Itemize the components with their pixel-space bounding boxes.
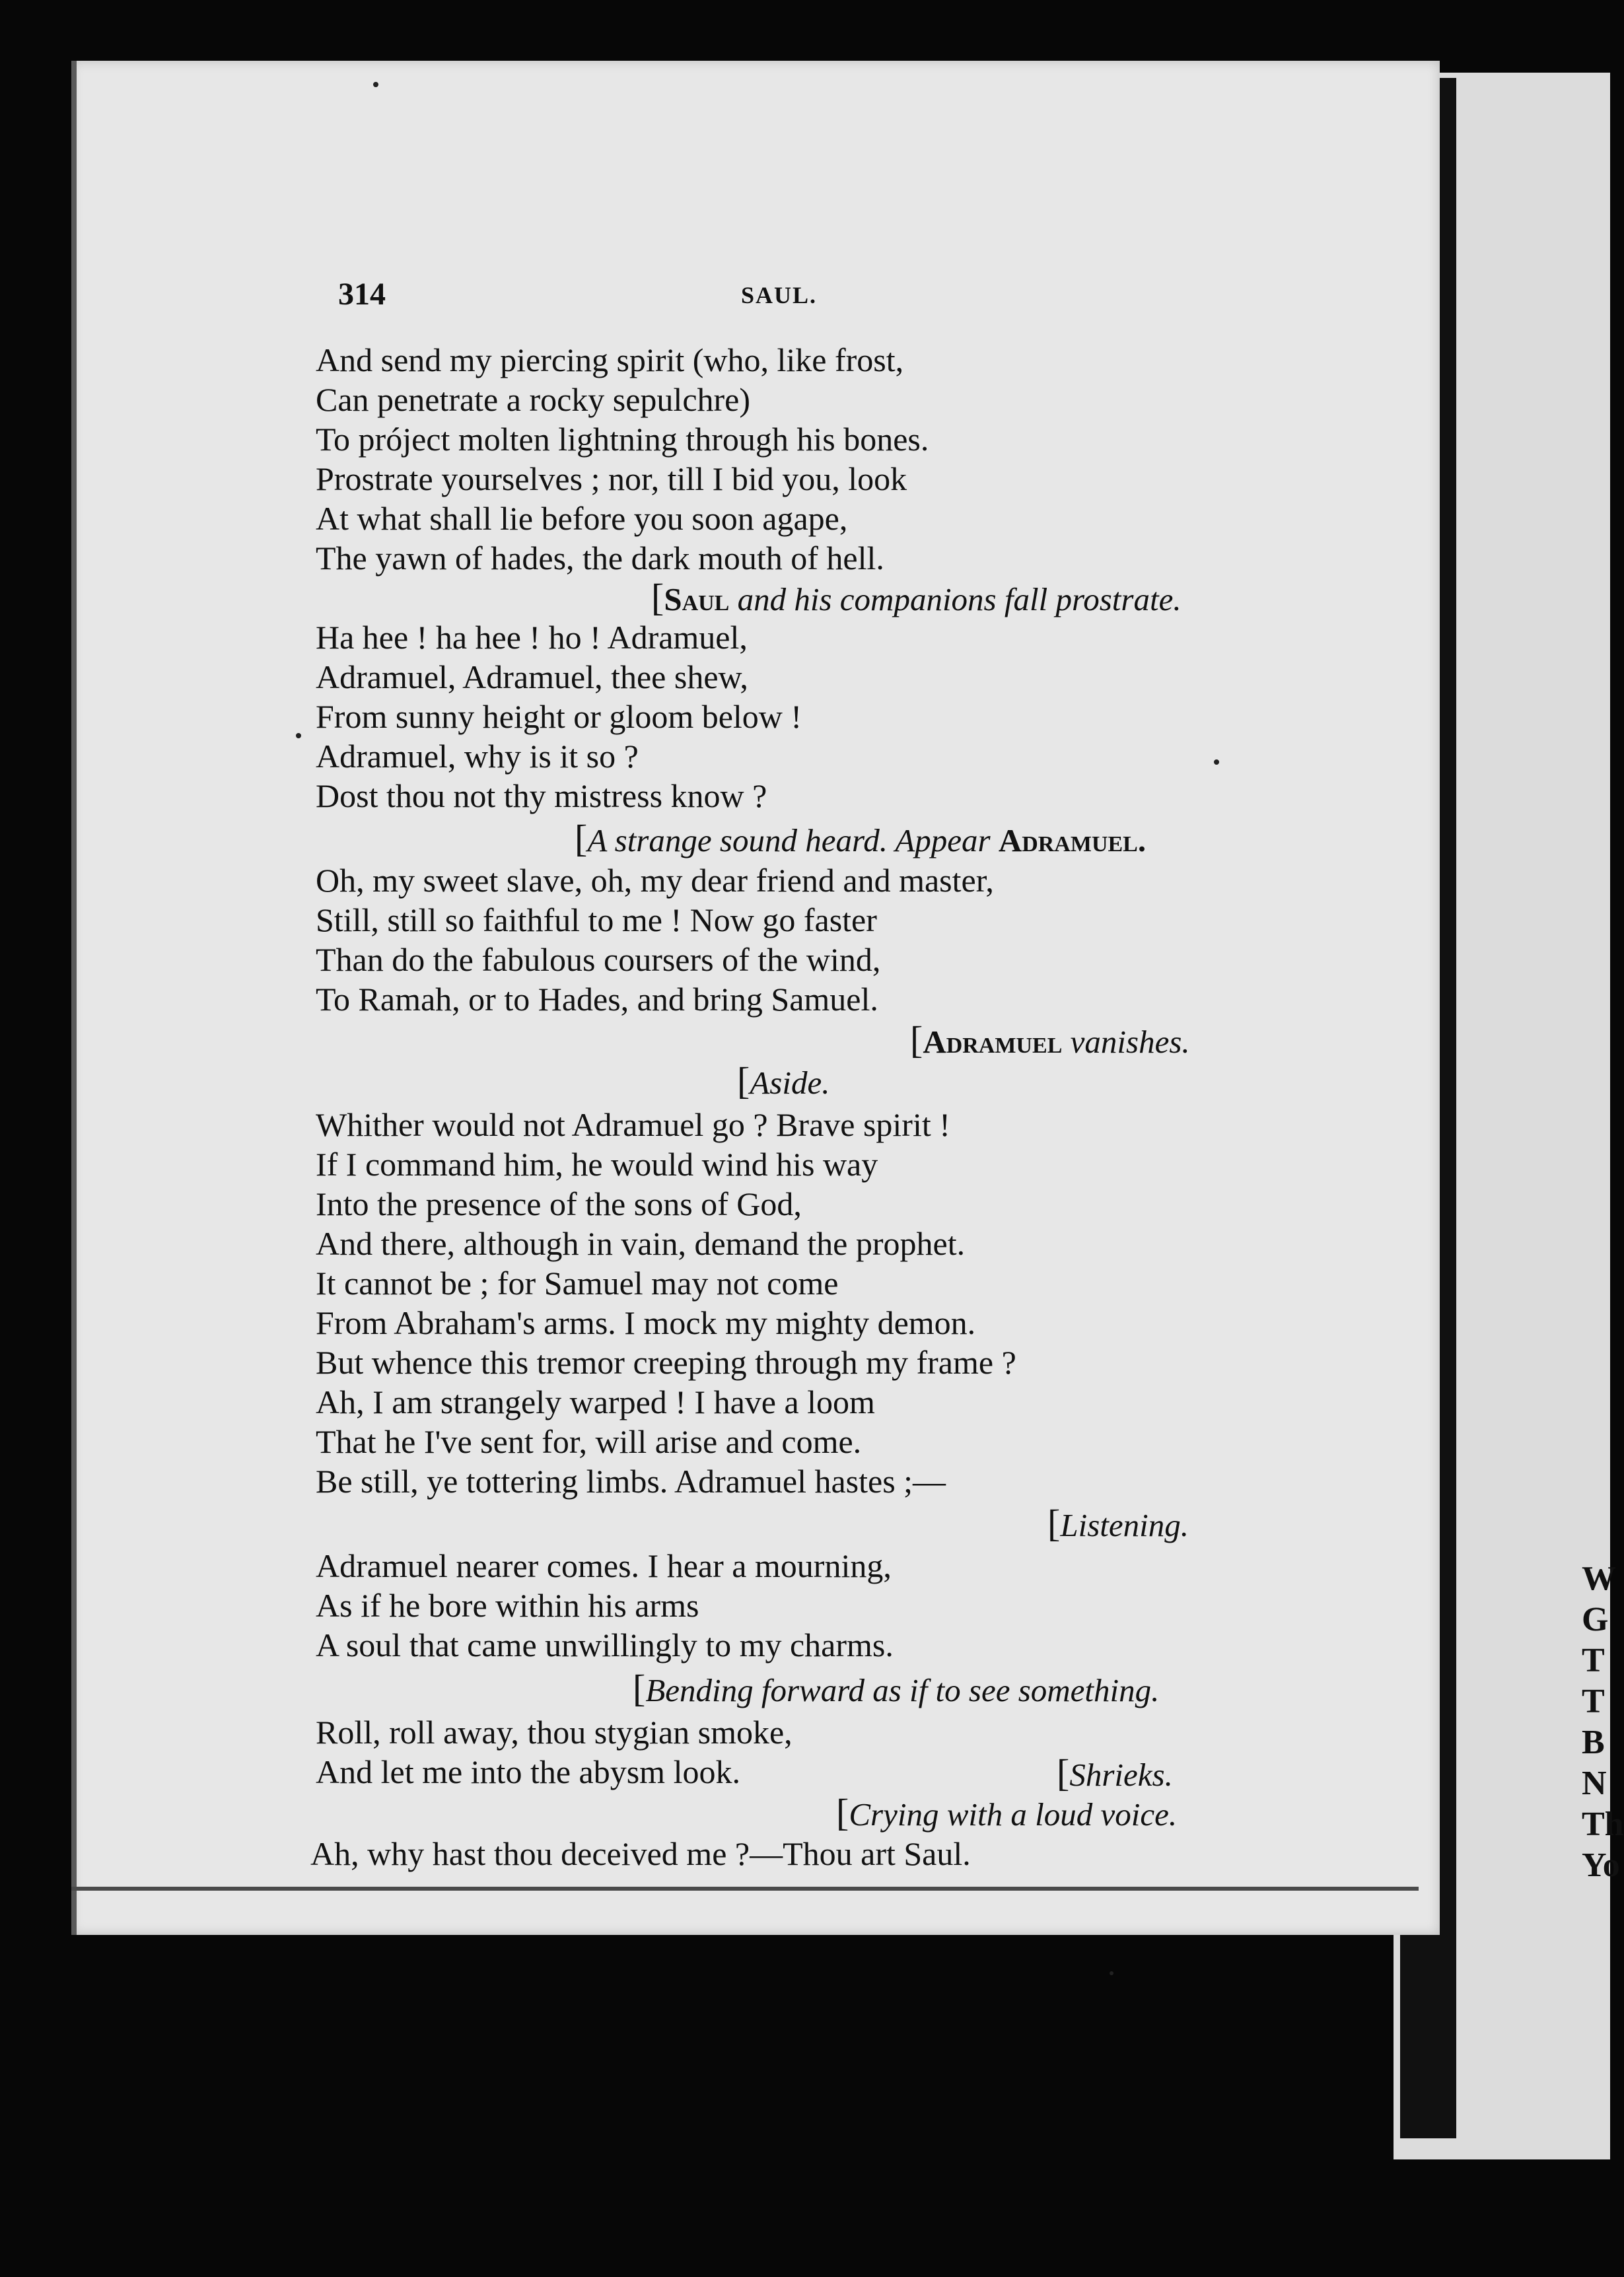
verse-line: The yawn of hades, the dark mouth of hell. bbox=[316, 540, 884, 577]
verse-line: Dost thou not thy mistress know ? bbox=[316, 777, 767, 814]
verse-line: Oh, my sweet slave, oh, my dear friend and master, bbox=[316, 862, 994, 899]
verse-line: Roll, roll away, thou stygian smoke, bbox=[316, 1714, 793, 1751]
verse-line: That he I've sent for, will arise and come. bbox=[316, 1423, 862, 1460]
verse-line: Adramuel, why is it so ? bbox=[316, 738, 639, 775]
verse-line: Ha hee ! ha hee ! ho ! Adramuel, bbox=[316, 619, 748, 656]
ink-speck bbox=[373, 82, 378, 87]
verse-line: And send my piercing spirit (who, like frost, bbox=[316, 341, 904, 378]
stage-direction: [Adramuel vanishes. bbox=[910, 1018, 1190, 1061]
facing-page-edge-text bbox=[1582, 1559, 1624, 1886]
stage-direction: [A strange sound heard. Appear Adramuel. bbox=[575, 817, 1147, 860]
verse-line: Still, still so faithful to me ! Now go faster bbox=[316, 901, 877, 938]
verse-line: Prostrate yourselves ; nor, till I bid you, look bbox=[316, 460, 907, 497]
ink-speck bbox=[296, 733, 301, 738]
stage-direction: [Saul and his companions fall prostrate. bbox=[651, 576, 1182, 619]
verse-line: As if he bore within his arms bbox=[316, 1587, 699, 1624]
edge-letter: T bbox=[1582, 1642, 1605, 1679]
verse-line: It cannot be ; for Samuel may not come bbox=[316, 1265, 839, 1302]
running-head: SAUL. bbox=[741, 282, 818, 308]
edge-letter: Yo bbox=[1582, 1846, 1620, 1884]
verse-line: To próject molten lightning through his bones. bbox=[316, 421, 929, 458]
stage-direction: [Crying with a loud voice. bbox=[836, 1791, 1178, 1834]
edge-letter: Th bbox=[1582, 1805, 1624, 1843]
verse-line: Can penetrate a rocky sepulchre) bbox=[316, 381, 751, 418]
verse-line: Adramuel nearer comes. I hear a mourning, bbox=[316, 1547, 892, 1584]
verse-line: Ah, I am strangely warped ! I have a loom bbox=[316, 1384, 875, 1420]
verse-line: A soul that came unwillingly to my charms. bbox=[316, 1627, 894, 1664]
verse-line: Whither would not Adramuel go ? Brave spirit ! bbox=[316, 1106, 950, 1143]
verse-line: At what shall lie before you soon agape, bbox=[316, 500, 848, 537]
stage-direction: [Bending forward as if to see something. bbox=[633, 1667, 1160, 1710]
verse-line: And let me into the abysm look. bbox=[316, 1753, 740, 1790]
edge-letter: T bbox=[1582, 1683, 1605, 1720]
verse-line: From sunny height or gloom below ! bbox=[316, 698, 802, 735]
verse-line: To Ramah, or to Hades, and bring Samuel. bbox=[316, 981, 878, 1018]
verse-line: But whence this tremor creeping through my frame ? bbox=[316, 1344, 1016, 1381]
verse-line: And there, although in vain, demand the prophet. bbox=[316, 1225, 966, 1262]
verse-line: If I command him, he would wind his way bbox=[316, 1146, 878, 1183]
stage-direction: [Listening. bbox=[1047, 1502, 1189, 1545]
ink-speck bbox=[1214, 759, 1219, 765]
ink-speck bbox=[1110, 1971, 1113, 1975]
verse-line: Be still, ye tottering limbs. Adramuel hastes ;— bbox=[316, 1463, 946, 1500]
verse-line: Adramuel, Adramuel, thee shew, bbox=[316, 658, 748, 695]
verse-line: Into the presence of the sons of God, bbox=[316, 1185, 802, 1222]
verse-line: From Abraham's arms. I mock my mighty demon. bbox=[316, 1304, 976, 1341]
page-header bbox=[338, 276, 1236, 316]
stage-direction: [Shrieks. bbox=[1057, 1751, 1173, 1794]
edge-letter: N bbox=[1582, 1765, 1607, 1802]
verse-line: Than do the fabulous coursers of the wind, bbox=[316, 941, 881, 978]
edge-letter: G bbox=[1582, 1601, 1609, 1638]
page-number: 314 bbox=[338, 277, 386, 312]
edge-letter: W bbox=[1582, 1560, 1616, 1597]
stage-direction: [Aside. bbox=[737, 1059, 830, 1102]
edge-letter: B bbox=[1582, 1724, 1605, 1761]
verse-line: Ah, why hast thou deceived me ?—Thou art Saul. bbox=[310, 1835, 971, 1872]
